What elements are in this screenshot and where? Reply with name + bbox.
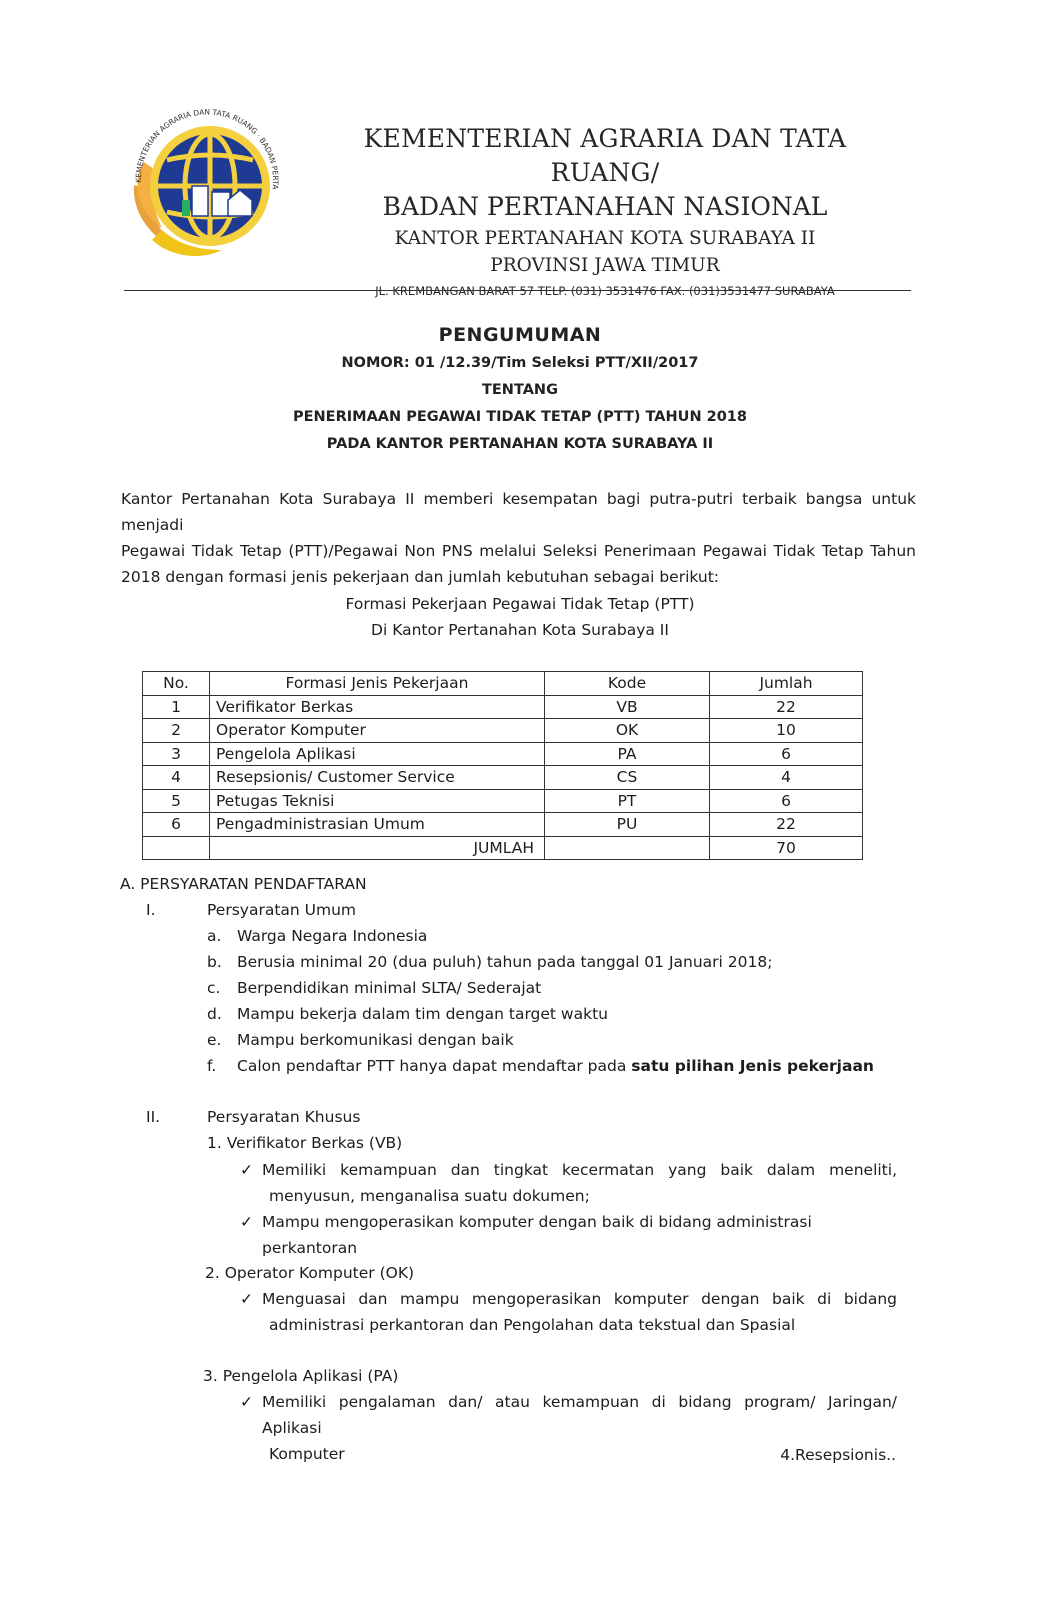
section-umum-title: Persyaratan Umum	[207, 901, 357, 919]
list-item: Warga Negara Indonesia	[237, 927, 428, 945]
intro-paragraph	[121, 486, 916, 590]
letterhead	[320, 122, 890, 301]
table-row	[143, 695, 863, 719]
cell-empty	[545, 836, 710, 860]
agency-logo-icon	[122, 100, 292, 268]
cell-kode: PT	[545, 789, 710, 813]
table-row	[143, 789, 863, 813]
total-label: JUMLAH	[210, 836, 545, 860]
total-value: 70	[710, 836, 863, 860]
section-a-heading: A. PERSYARATAN PENDAFTARAN	[120, 875, 367, 893]
ministry-name: KEMENTERIAN AGRARIA DAN TATA RUANG/	[363, 124, 847, 187]
announcement-title	[120, 320, 920, 458]
list-item-emphasis: satu pilihan Jenis pekerjaan	[631, 1057, 874, 1075]
announcement-subject-1: PENERIMAAN PEGAWAI TIDAK TETAP (PTT) TAHUN 2018	[293, 409, 747, 425]
agency-name: BADAN PERTANAHAN NASIONAL	[382, 192, 828, 221]
list-item: Mampu berkomunikasi dengan baik	[237, 1031, 514, 1049]
requirement-text: Mampu mengoperasikan komputer dengan baik di bidang administrasi perkantoran	[262, 1213, 812, 1257]
table-row	[143, 742, 863, 766]
requirement-point	[240, 1209, 897, 1261]
province-name: PROVINSI JAWA TIMUR	[490, 255, 720, 276]
announcement-number: NOMOR: 01 /12.39/Tim Seleksi PTT/XII/2017	[341, 355, 699, 371]
cell-kode: CS	[545, 766, 710, 790]
cell-jumlah: 22	[710, 813, 863, 837]
table-header-row	[143, 672, 863, 696]
table-row	[143, 766, 863, 790]
cell-jumlah: 4	[710, 766, 863, 790]
table-total-row	[143, 836, 863, 860]
cell-formasi: Operator Komputer	[210, 719, 545, 743]
intro-line-2: Pegawai Tidak Tetap (PTT)/Pegawai Non PNS melalui Seleksi Penerimaan Pegawai Tidak Tetap Tahun	[121, 542, 916, 560]
requirement-text-cont: menyusun, menganalisa suatu dokumen;	[269, 1187, 590, 1205]
announcement-heading: PENGUMUMAN	[438, 324, 602, 346]
cell-no: 3	[143, 742, 210, 766]
cell-formasi: Pengelola Aplikasi	[210, 742, 545, 766]
cell-no: 6	[143, 813, 210, 837]
header-kode: Kode	[545, 672, 710, 696]
formation-table	[142, 671, 863, 860]
requirement-text: Memiliki pengalaman dan/ atau kemampuan di bidang program/ Jaringan/ Aplikasi	[262, 1393, 897, 1437]
checkmark-icon: ✓	[240, 1213, 253, 1231]
cell-kode: VB	[545, 695, 710, 719]
cell-jumlah: 6	[710, 742, 863, 766]
section-khusus-number: II.	[146, 1108, 161, 1126]
cell-no: 1	[143, 695, 210, 719]
cell-empty	[143, 836, 210, 860]
requirement-text: Memiliki kemampuan dan tingkat kecermatan yang baik dalam meneliti,	[262, 1161, 897, 1179]
list-item	[237, 1053, 874, 1079]
cell-kode: PU	[545, 813, 710, 837]
cell-no: 2	[143, 719, 210, 743]
cell-formasi: Pengadministrasian Umum	[210, 813, 545, 837]
continuation-note: 4.Resepsionis..	[780, 1446, 896, 1464]
header-no: No.	[143, 672, 210, 696]
list-item: Berpendidikan minimal SLTA/ Sederajat	[237, 979, 542, 997]
office-name: KANTOR PERTANAHAN KOTA SURABAYA II	[394, 228, 816, 249]
list-item: Mampu bekerja dalam tim dengan target waktu	[237, 1005, 608, 1023]
logo-ring-text: KEMENTERIAN AGRARIA DAN TATA RUANG · BADAN PERTA	[133, 107, 281, 191]
requirement-group-title: 3. Pengelola Aplikasi (PA)	[203, 1367, 399, 1385]
table-row	[143, 813, 863, 837]
list-item: Berusia minimal 20 (dua puluh) tahun pada tanggal 01 Januari 2018;	[237, 953, 773, 971]
office-address: JL. KREMBANGAN BARAT 57 TELP. (031) 3531476 FAX. (031)3531477 SURABAYA	[375, 284, 835, 298]
requirement-point	[240, 1286, 897, 1338]
cell-jumlah: 10	[710, 719, 863, 743]
cell-jumlah: 22	[710, 695, 863, 719]
cell-kode: PA	[545, 742, 710, 766]
list-item-letter: e.	[207, 1031, 222, 1049]
section-khusus-title: Persyaratan Khusus	[207, 1108, 361, 1126]
checkmark-icon: ✓	[240, 1161, 253, 1179]
table-caption-line-1: Formasi Pekerjaan Pegawai Tidak Tetap (PTT)	[345, 595, 695, 613]
table-row	[143, 719, 863, 743]
intro-line-3: 2018 dengan formasi jenis pekerjaan dan jumlah kebutuhan sebagai berikut:	[121, 568, 720, 586]
list-item-letter: a.	[207, 927, 222, 945]
requirement-point	[240, 1157, 897, 1209]
requirement-text: Menguasai dan mampu mengoperasikan komputer dengan baik di bidang	[262, 1290, 897, 1308]
intro-line-1: Kantor Pertanahan Kota Surabaya II memberi kesempatan bagi putra-putri terbaik bangsa untuk menjadi	[121, 490, 916, 534]
section-umum-number: I.	[146, 901, 156, 919]
announcement-tentang: TENTANG	[482, 382, 558, 398]
header-formasi: Formasi Jenis Pekerjaan	[210, 672, 545, 696]
list-item-letter: c.	[207, 979, 221, 997]
list-item-letter: b.	[207, 953, 222, 971]
checkmark-icon: ✓	[240, 1393, 253, 1411]
table-caption	[120, 591, 920, 643]
requirement-group-title: 2. Operator Komputer (OK)	[205, 1264, 415, 1282]
announcement-subject-2: PADA KANTOR PERTANAHAN KOTA SURABAYA II	[326, 436, 714, 452]
checkmark-icon: ✓	[240, 1290, 253, 1308]
header-jumlah: Jumlah	[710, 672, 863, 696]
cell-no: 4	[143, 766, 210, 790]
agency-logo	[122, 100, 292, 268]
letterhead-divider	[124, 290, 911, 291]
requirement-text-cont: administrasi perkantoran dan Pengolahan data tekstual dan Spasial	[269, 1316, 796, 1334]
cell-no: 5	[143, 789, 210, 813]
cell-jumlah: 6	[710, 789, 863, 813]
cell-formasi: Verifikator Berkas	[210, 695, 545, 719]
list-item-letter: f.	[207, 1057, 217, 1075]
table-caption-line-2: Di Kantor Pertanahan Kota Surabaya II	[371, 621, 669, 639]
cell-kode: OK	[545, 719, 710, 743]
cell-formasi: Resepsionis/ Customer Service	[210, 766, 545, 790]
requirement-group-title: 1. Verifikator Berkas (VB)	[207, 1134, 403, 1152]
requirement-text-cont: Komputer	[269, 1445, 345, 1463]
list-item-text: Calon pendaftar PTT hanya dapat mendaftar pada	[237, 1057, 632, 1075]
list-item-letter: d.	[207, 1005, 222, 1023]
cell-formasi: Petugas Teknisi	[210, 789, 545, 813]
